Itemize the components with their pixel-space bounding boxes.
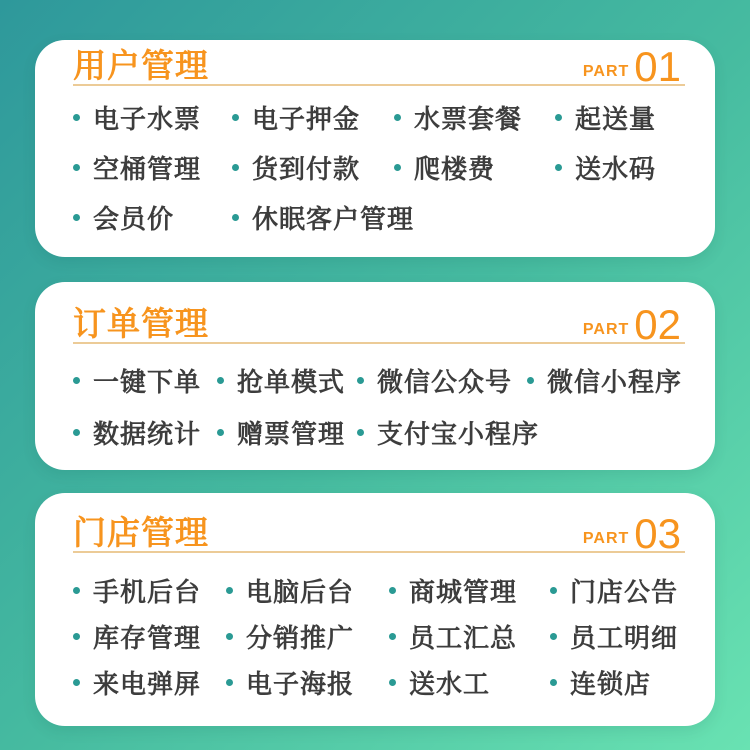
bullet-icon bbox=[550, 633, 557, 640]
feature-item bbox=[73, 572, 226, 609]
feature-label: 门店公告 bbox=[570, 576, 679, 607]
section-card-user-management bbox=[35, 40, 715, 257]
part-badge bbox=[582, 509, 681, 557]
feature-label: 微信公众号 bbox=[377, 366, 513, 397]
feature-label: 抢单模式 bbox=[237, 366, 346, 397]
feature-label: 数据统计 bbox=[93, 418, 202, 449]
feature-item bbox=[389, 572, 550, 609]
section-card-store-management bbox=[35, 493, 715, 726]
feature-item bbox=[73, 618, 226, 655]
feature-item bbox=[232, 149, 394, 186]
feature-label: 货到付款 bbox=[252, 153, 361, 184]
feature-label: 赠票管理 bbox=[237, 418, 346, 449]
feature-label: 起送量 bbox=[575, 103, 657, 134]
bullet-icon bbox=[73, 214, 80, 221]
bullet-icon bbox=[357, 377, 364, 384]
feature-label: 分销推广 bbox=[246, 622, 355, 653]
feature-item bbox=[73, 99, 232, 136]
header-divider bbox=[73, 342, 685, 344]
header-divider bbox=[73, 551, 685, 553]
part-label: PART bbox=[582, 63, 630, 80]
bullet-icon bbox=[550, 587, 557, 594]
feature-label: 微信小程序 bbox=[547, 366, 683, 397]
feature-item bbox=[555, 99, 685, 136]
feature-label: 来电弹屏 bbox=[93, 668, 202, 699]
bullet-icon bbox=[394, 164, 401, 171]
feature-label: 送水工 bbox=[409, 668, 491, 699]
feature-item bbox=[555, 149, 685, 186]
bullet-icon bbox=[232, 214, 239, 221]
bullet-icon bbox=[232, 164, 239, 171]
feature-label: 会员价 bbox=[93, 203, 175, 234]
feature-item bbox=[357, 414, 540, 451]
feature-label: 员工明细 bbox=[570, 622, 679, 653]
feature-item bbox=[394, 149, 555, 186]
part-number: 02 bbox=[634, 300, 681, 348]
bullet-icon bbox=[73, 377, 80, 384]
bullet-icon bbox=[357, 429, 364, 436]
feature-item bbox=[232, 199, 415, 236]
bullet-icon bbox=[550, 679, 557, 686]
bullet-icon bbox=[73, 429, 80, 436]
feature-list bbox=[73, 354, 685, 458]
feature-item bbox=[550, 572, 685, 609]
feature-item bbox=[226, 618, 389, 655]
bullet-icon bbox=[555, 164, 562, 171]
feature-item bbox=[226, 572, 389, 609]
feature-item bbox=[357, 362, 527, 399]
feature-label: 空桶管理 bbox=[93, 153, 202, 184]
bullet-icon bbox=[217, 429, 224, 436]
feature-list bbox=[73, 92, 685, 242]
bullet-icon bbox=[389, 633, 396, 640]
part-label: PART bbox=[582, 321, 630, 338]
section-header bbox=[73, 509, 685, 557]
feature-item bbox=[550, 618, 685, 655]
feature-label: 爬楼费 bbox=[414, 153, 496, 184]
feature-item bbox=[73, 414, 217, 451]
section-title: 用户管理 bbox=[73, 47, 209, 84]
bullet-icon bbox=[527, 377, 534, 384]
bullet-icon bbox=[389, 679, 396, 686]
feature-item bbox=[389, 664, 550, 701]
section-card-order-management bbox=[35, 282, 715, 470]
bullet-icon bbox=[226, 587, 233, 594]
feature-label: 连锁店 bbox=[570, 668, 652, 699]
bullet-icon bbox=[555, 114, 562, 121]
section-title: 门店管理 bbox=[73, 514, 209, 551]
feature-item bbox=[217, 362, 357, 399]
feature-item bbox=[550, 664, 685, 701]
bullet-icon bbox=[217, 377, 224, 384]
feature-list bbox=[73, 567, 685, 705]
feature-label: 电子水票 bbox=[93, 103, 202, 134]
bullet-icon bbox=[394, 114, 401, 121]
feature-item bbox=[73, 664, 226, 701]
section-title: 订单管理 bbox=[73, 305, 209, 342]
feature-item bbox=[73, 362, 217, 399]
part-number: 01 bbox=[634, 42, 681, 90]
feature-label: 水票套餐 bbox=[414, 103, 523, 134]
part-number: 03 bbox=[634, 509, 681, 557]
feature-item bbox=[394, 99, 555, 136]
feature-label: 电脑后台 bbox=[246, 576, 355, 607]
part-badge bbox=[582, 300, 681, 348]
bullet-icon bbox=[73, 679, 80, 686]
bullet-icon bbox=[226, 679, 233, 686]
feature-item bbox=[232, 99, 394, 136]
bullet-icon bbox=[232, 114, 239, 121]
bullet-icon bbox=[226, 633, 233, 640]
feature-label: 送水码 bbox=[575, 153, 657, 184]
part-label: PART bbox=[582, 530, 630, 547]
feature-item bbox=[389, 618, 550, 655]
part-badge bbox=[582, 42, 681, 90]
bullet-icon bbox=[73, 633, 80, 640]
feature-item bbox=[226, 664, 389, 701]
feature-label: 商城管理 bbox=[409, 576, 518, 607]
bullet-icon bbox=[73, 164, 80, 171]
feature-label: 电子押金 bbox=[252, 103, 361, 134]
bullet-icon bbox=[73, 587, 80, 594]
feature-label: 库存管理 bbox=[93, 622, 202, 653]
feature-item bbox=[73, 149, 232, 186]
feature-item bbox=[73, 199, 232, 236]
feature-label: 手机后台 bbox=[93, 576, 202, 607]
feature-label: 员工汇总 bbox=[409, 622, 518, 653]
feature-label: 一键下单 bbox=[93, 366, 202, 397]
feature-item bbox=[217, 414, 357, 451]
bullet-icon bbox=[389, 587, 396, 594]
feature-label: 休眠客户管理 bbox=[252, 203, 415, 234]
feature-label: 支付宝小程序 bbox=[377, 418, 540, 449]
feature-item bbox=[527, 362, 685, 399]
section-header bbox=[73, 300, 685, 348]
header-divider bbox=[73, 84, 685, 86]
section-header bbox=[73, 42, 685, 90]
feature-label: 电子海报 bbox=[246, 668, 355, 699]
bullet-icon bbox=[73, 114, 80, 121]
